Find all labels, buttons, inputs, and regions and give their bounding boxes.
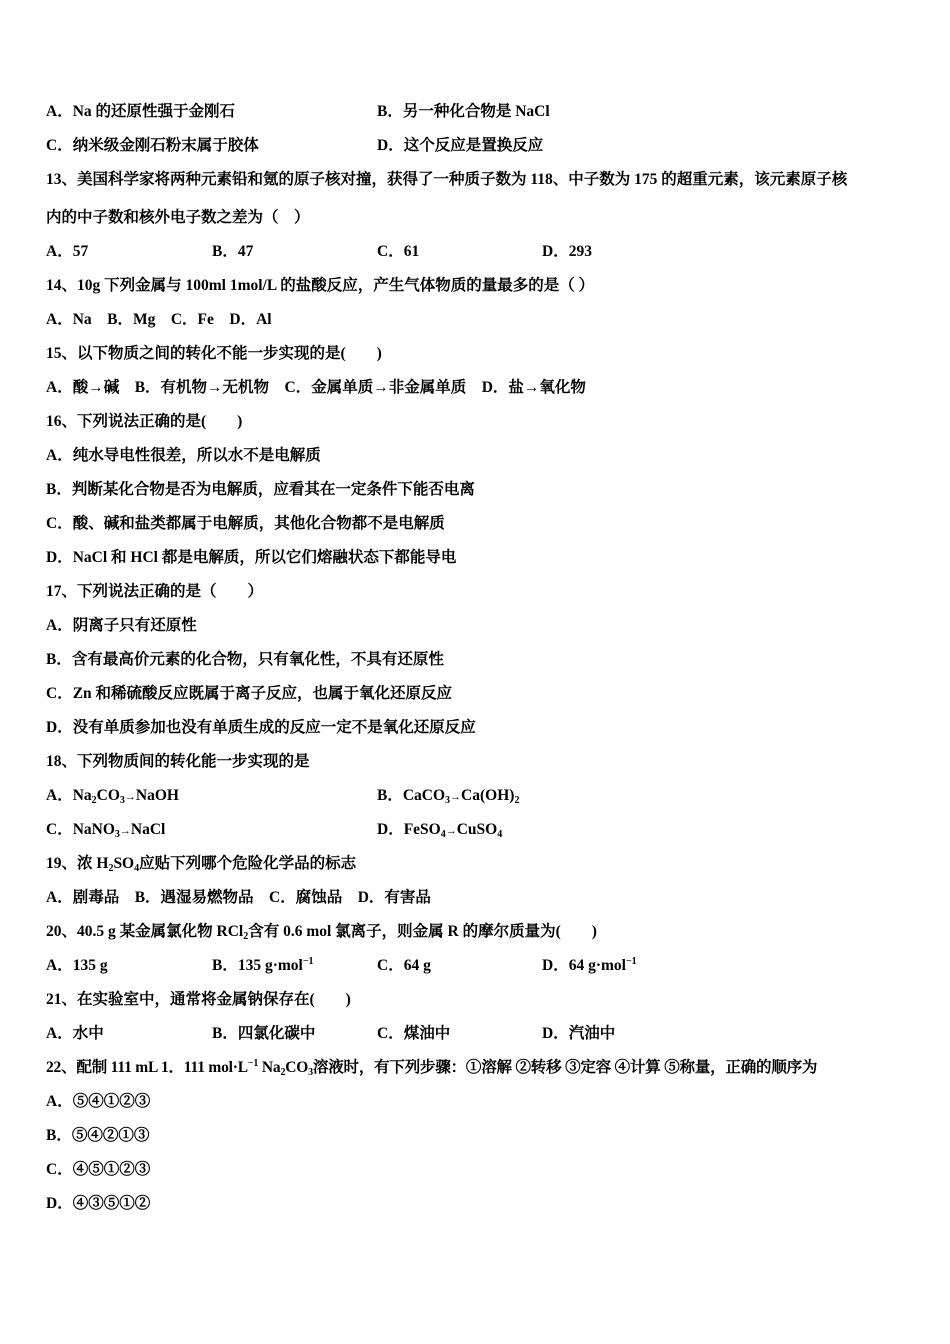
q13-option-c: C．61: [377, 243, 420, 260]
q12-option-c: C．纳米级金刚石粉末属于胶体: [46, 137, 259, 154]
q22-option-b: B．⑤④②①③: [46, 1127, 150, 1144]
q20-option-d: D．64 g·mol$^{-1}$: [542, 956, 637, 974]
q16-option-c: C．酸、碱和盐类都属于电解质，其他化合物都不是电解质: [46, 515, 445, 532]
q15-options: A．酸→碱 B．有机物→无机物 C．金属单质→非金属单质 D．盐→氧化物: [46, 379, 586, 396]
q17-option-d: D．没有单质参加也没有单质生成的反应一定不是氧化还原反应: [46, 719, 476, 736]
q19-options: A．剧毒品 B．遇湿易燃物品 C．腐蚀品 D．有害品: [46, 889, 431, 906]
q20-option-a: A．135 g: [46, 957, 108, 974]
q21-option-b: B．四氯化碳中: [212, 1025, 316, 1042]
q14-stem: 14、10g 下列金属与 100ml 1mol/L 的盐酸反应，产生气体物质的量最多的是（ ）: [46, 277, 595, 294]
q18-option-a: A．$Na_2CO_3\to NaOH$: [46, 787, 179, 806]
q16-option-b: B．判断某化合物是否为电解质，应看其在一定条件下能否电离: [46, 481, 475, 498]
q13-option-b: B．47: [212, 243, 254, 260]
q14-options: A．Na B．Mg C．Fe D．Al: [46, 311, 272, 328]
q18-stem: 18、下列物质间的转化能一步实现的是: [46, 753, 310, 770]
q20-option-b: B．135 g·mol$^{-1}$: [212, 956, 314, 974]
q22-option-a: A．⑤④①②③: [46, 1093, 151, 1110]
q17-option-c: C．Zn 和稀硫酸反应既属于离子反应，也属于氧化还原反应: [46, 685, 453, 702]
q16-option-d: D．NaCl 和 HCl 都是电解质，所以它们熔融状态下都能导电: [46, 549, 457, 566]
q17-stem: 17、下列说法正确的是（ ）: [46, 583, 264, 600]
q16-option-a: A．纯水导电性很差，所以水不是电解质: [46, 447, 321, 464]
q16-stem: 16、下列说法正确的是( ): [46, 413, 243, 430]
q21-stem: 21、在实验室中，通常将金属钠保存在( ): [46, 991, 351, 1008]
q19-stem: 19、浓 $H_2SO_4$应贴下列哪个危险化学品的标志: [46, 855, 357, 874]
q13-stem-line-2: 内的中子数和核外电子数之差为（ ）: [46, 209, 310, 226]
q18-option-d: D．FeSO$_4$→CuSO$_4$: [377, 821, 503, 840]
q22-option-c: C．④⑤①②③: [46, 1161, 151, 1178]
q17-option-a: A．阴离子只有还原性: [46, 617, 197, 634]
q15-stem: 15、以下物质之间的转化不能一步实现的是( ): [46, 345, 382, 362]
q22-stem: 22、配制 111 mL 1．111 $mol\cdot L^{-1}$ $Na_2CO_3$溶液时，有下列步骤：①溶解 ②转移 ③定容 ④计算 ⑤称量，正确的顺序为: [46, 1058, 818, 1078]
q13-option-d: D．293: [542, 243, 592, 260]
q20-stem: 20、40.5 g 某金属氯化物 RCl$_2$含有 0.6 mol 氯离子，则金属 R 的摩尔质量为( ): [46, 923, 597, 942]
q13-option-a: A．57: [46, 243, 89, 260]
q18-option-b: B．$CaCO_3\to Ca(OH)_2$: [377, 787, 520, 806]
q22-option-d: D．④③⑤①②: [46, 1195, 151, 1212]
q12-option-a: A．Na 的还原性强于金刚石: [46, 103, 236, 120]
q17-option-b: B．含有最高价元素的化合物，只有氧化性，不具有还原性: [46, 651, 444, 668]
q12-option-d: D．这个反应是置换反应: [377, 137, 544, 154]
q12-option-b: B．另一种化合物是 NaCl: [377, 103, 550, 120]
q18-option-c: C．NaNO$_3$→NaCl: [46, 821, 166, 840]
q21-option-d: D．汽油中: [542, 1025, 616, 1042]
q13-stem-line-1: 13、美国科学家将两种元素铅和氪的原子核对撞，获得了一种质子数为 118、中子数为 175 的超重元素，该元素原子核: [46, 171, 848, 188]
q20-option-c: C．64 g: [377, 957, 431, 974]
q21-option-c: C．煤油中: [377, 1025, 451, 1042]
q21-option-a: A．水中: [46, 1025, 104, 1042]
